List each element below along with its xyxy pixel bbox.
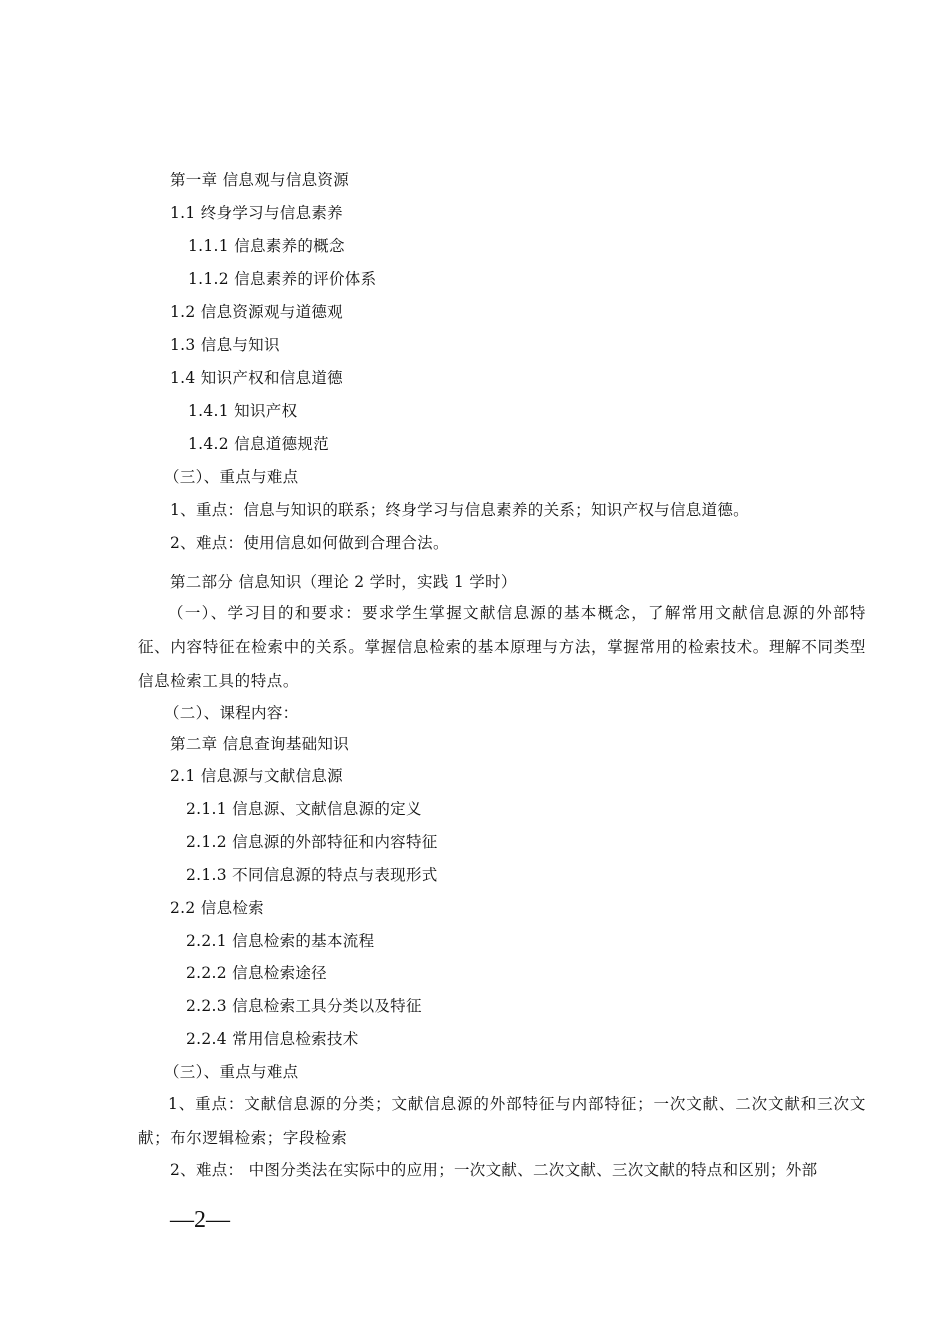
chapter1-difficulty: 2、难点：使用信息如何做到合理合法。 bbox=[170, 534, 449, 552]
section-1-1-1: 1.1.1 信息素养的概念 bbox=[188, 237, 345, 255]
chapter2-key-heading: （三）、重点与难点 bbox=[164, 1063, 299, 1081]
section-1-3: 1.3 信息与知识 bbox=[170, 336, 280, 354]
section-2-2: 2.2 信息检索 bbox=[170, 899, 264, 917]
part2-title: 第二部分 信息知识（理论 2 学时，实践 1 学时） bbox=[170, 573, 517, 591]
section-2-1-1: 2.1.1 信息源、文献信息源的定义 bbox=[186, 800, 422, 818]
section-1-4: 1.4 知识产权和信息道德 bbox=[170, 369, 343, 387]
section-2-2-1: 2.2.1 信息检索的基本流程 bbox=[186, 932, 375, 950]
section-2-1-3: 2.1.3 不同信息源的特点与表现形式 bbox=[186, 866, 438, 884]
chapter1-title: 第一章 信息观与信息资源 bbox=[170, 171, 350, 189]
section-1-1-2: 1.1.2 信息素养的评价体系 bbox=[188, 270, 377, 288]
section-1-2: 1.2 信息资源观与道德观 bbox=[170, 303, 343, 321]
chapter2-title: 第二章 信息查询基础知识 bbox=[170, 735, 350, 753]
section-2-2-2: 2.2.2 信息检索途径 bbox=[186, 964, 327, 982]
section-2-2-4: 2.2.4 常用信息检索技术 bbox=[186, 1030, 359, 1048]
section-1-4-2: 1.4.2 信息道德规范 bbox=[188, 435, 329, 453]
part2-objectives: （一）、学习目的和要求：要求学生掌握文献信息源的基本概念，了解常用文献信息源的外部特征、内容特征在检索中的关系。掌握信息检索的基本原理与方法，掌握常用的检索技术。理解不同类型信息检索工具的特点。 bbox=[138, 604, 866, 690]
page-number: —2— bbox=[170, 1207, 230, 1233]
section-1-4-1: 1.4.1 知识产权 bbox=[188, 402, 298, 420]
chapter1-key-point: 1、重点：信息与知识的联系；终身学习与信息素养的关系；知识产权与信息道德。 bbox=[170, 501, 749, 519]
section-2-2-3: 2.2.3 信息检索工具分类以及特征 bbox=[186, 997, 422, 1015]
section-2-1-2: 2.1.2 信息源的外部特征和内容特征 bbox=[186, 833, 438, 851]
chapter2-key-point: 1、重点：文献信息源的分类；文献信息源的外部特征与内部特征；一次文献、二次文献和三次文献；布尔逻辑检索；字段检索 bbox=[138, 1095, 866, 1147]
section-1-1: 1.1 终身学习与信息素养 bbox=[170, 204, 343, 222]
section-2-1: 2.1 信息源与文献信息源 bbox=[170, 767, 343, 785]
part2-content-heading: （二）、课程内容： bbox=[164, 704, 299, 722]
chapter1-key-heading: （三）、重点与难点 bbox=[164, 468, 299, 486]
chapter2-difficulty: 2、难点： 中图分类法在实际中的应用；一次文献、二次文献、三次文献的特点和区别；外部 bbox=[170, 1161, 818, 1179]
